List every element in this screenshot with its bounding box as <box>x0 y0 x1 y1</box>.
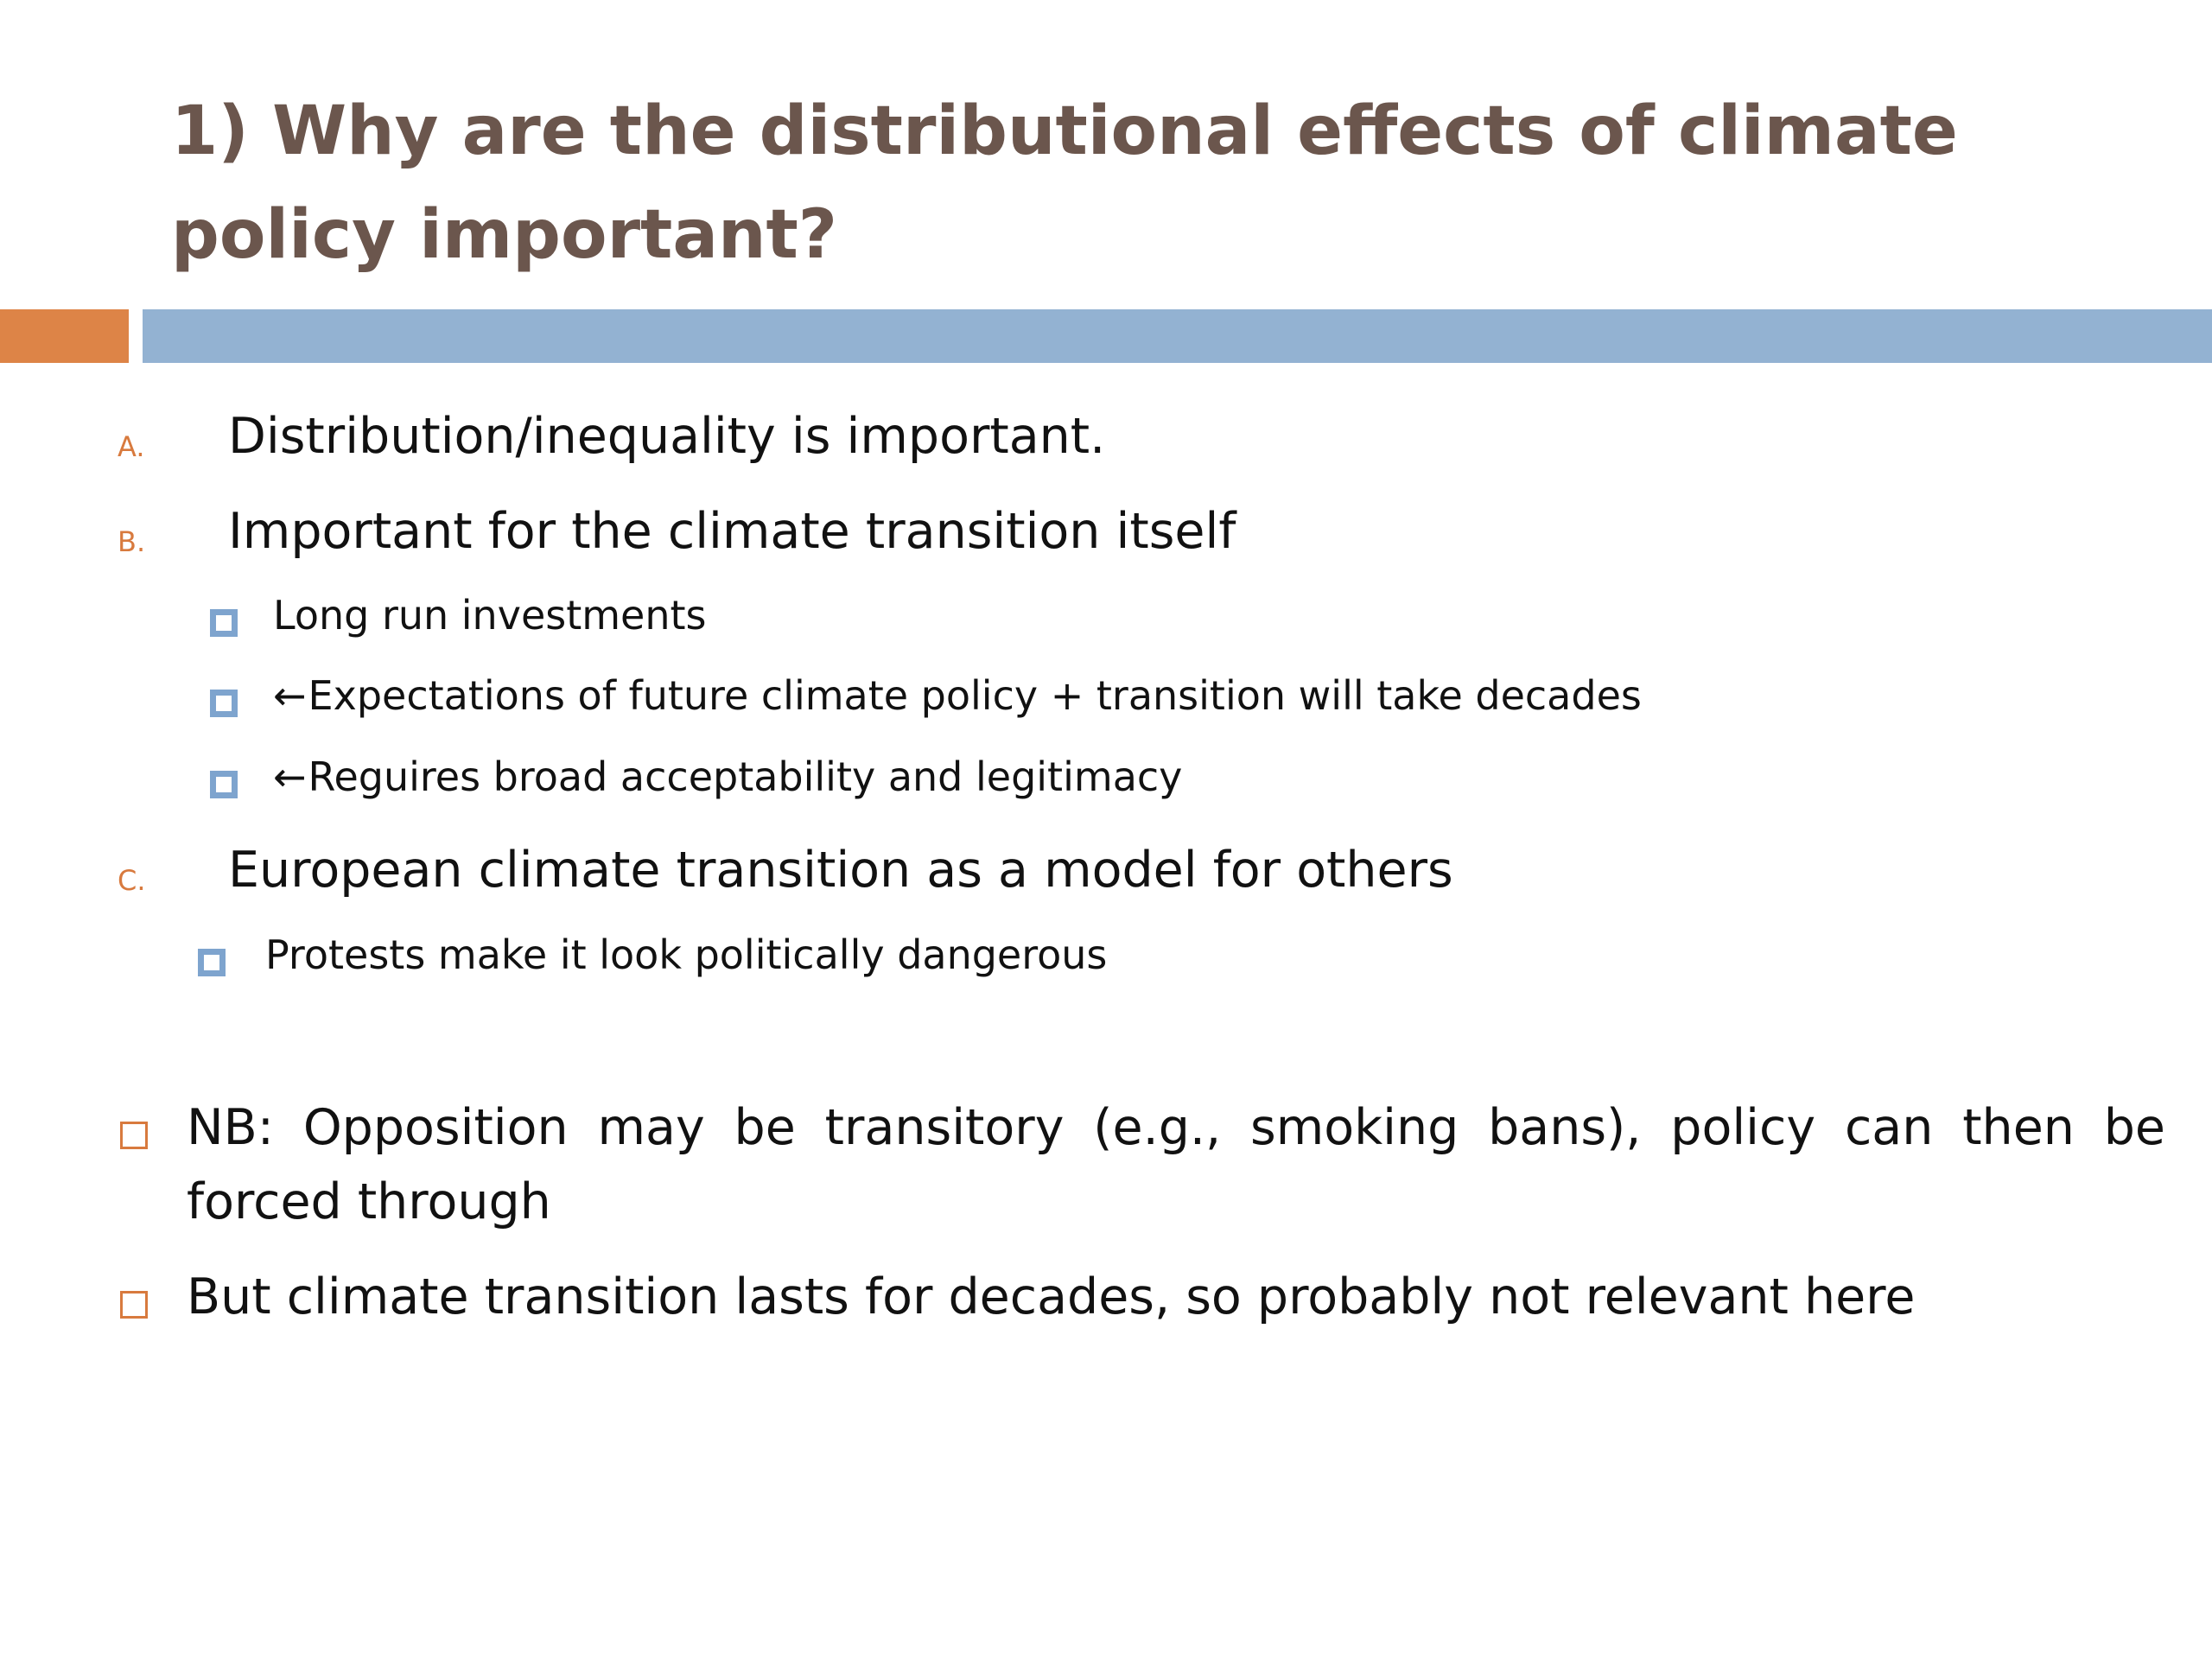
outline-item-b <box>0 501 2212 570</box>
subitem-text: Protests make it look politically dangerous <box>265 931 1108 978</box>
list-item <box>0 753 2212 809</box>
outline-marker-c: C. <box>118 864 146 897</box>
slide-title: 1) Why are the distributional effects of climate policy important? <box>171 92 1958 274</box>
outline-item-a-text: Distribution/inequality is important. <box>228 408 1106 465</box>
note-item <box>0 1260 2212 1338</box>
square-bullet-icon <box>120 1291 148 1319</box>
outline-item-c <box>0 840 2212 909</box>
list-item <box>0 592 2212 647</box>
outline-marker-a: A. <box>118 430 145 463</box>
square-bullet-icon <box>120 1122 148 1149</box>
note-text: But climate transition lasts for decades, so probably not relevant here <box>187 1268 1916 1325</box>
outline-item-a <box>0 406 2212 475</box>
square-bullet-icon <box>210 609 238 637</box>
list-item <box>0 931 2212 987</box>
note-text: NB: Opposition may be transitory (e.g., smoking bans), policy can then be forced through <box>187 1099 2165 1230</box>
title-accent-bar-orange <box>0 309 129 363</box>
list-item <box>0 672 2212 728</box>
title-accent-bar-blue <box>143 309 2212 363</box>
note-item <box>0 1090 2212 1246</box>
square-bullet-icon <box>210 771 238 798</box>
square-bullet-icon <box>210 690 238 717</box>
subitem-text: ←Expectations of future climate policy + transition will take decades <box>273 672 1642 719</box>
subitem-text: ←Reguires broad acceptability and legitimacy <box>273 753 1183 800</box>
outline-item-b-text: Important for the climate transition itself <box>228 503 1236 560</box>
subitem-text: Long run investments <box>273 592 707 639</box>
outline-item-c-text: European climate transition as a model for others <box>228 842 1453 899</box>
left-arrow-icon: ← <box>273 753 307 800</box>
square-bullet-icon <box>198 949 226 976</box>
left-arrow-icon: ← <box>273 672 307 719</box>
outline-marker-b: B. <box>118 525 146 558</box>
